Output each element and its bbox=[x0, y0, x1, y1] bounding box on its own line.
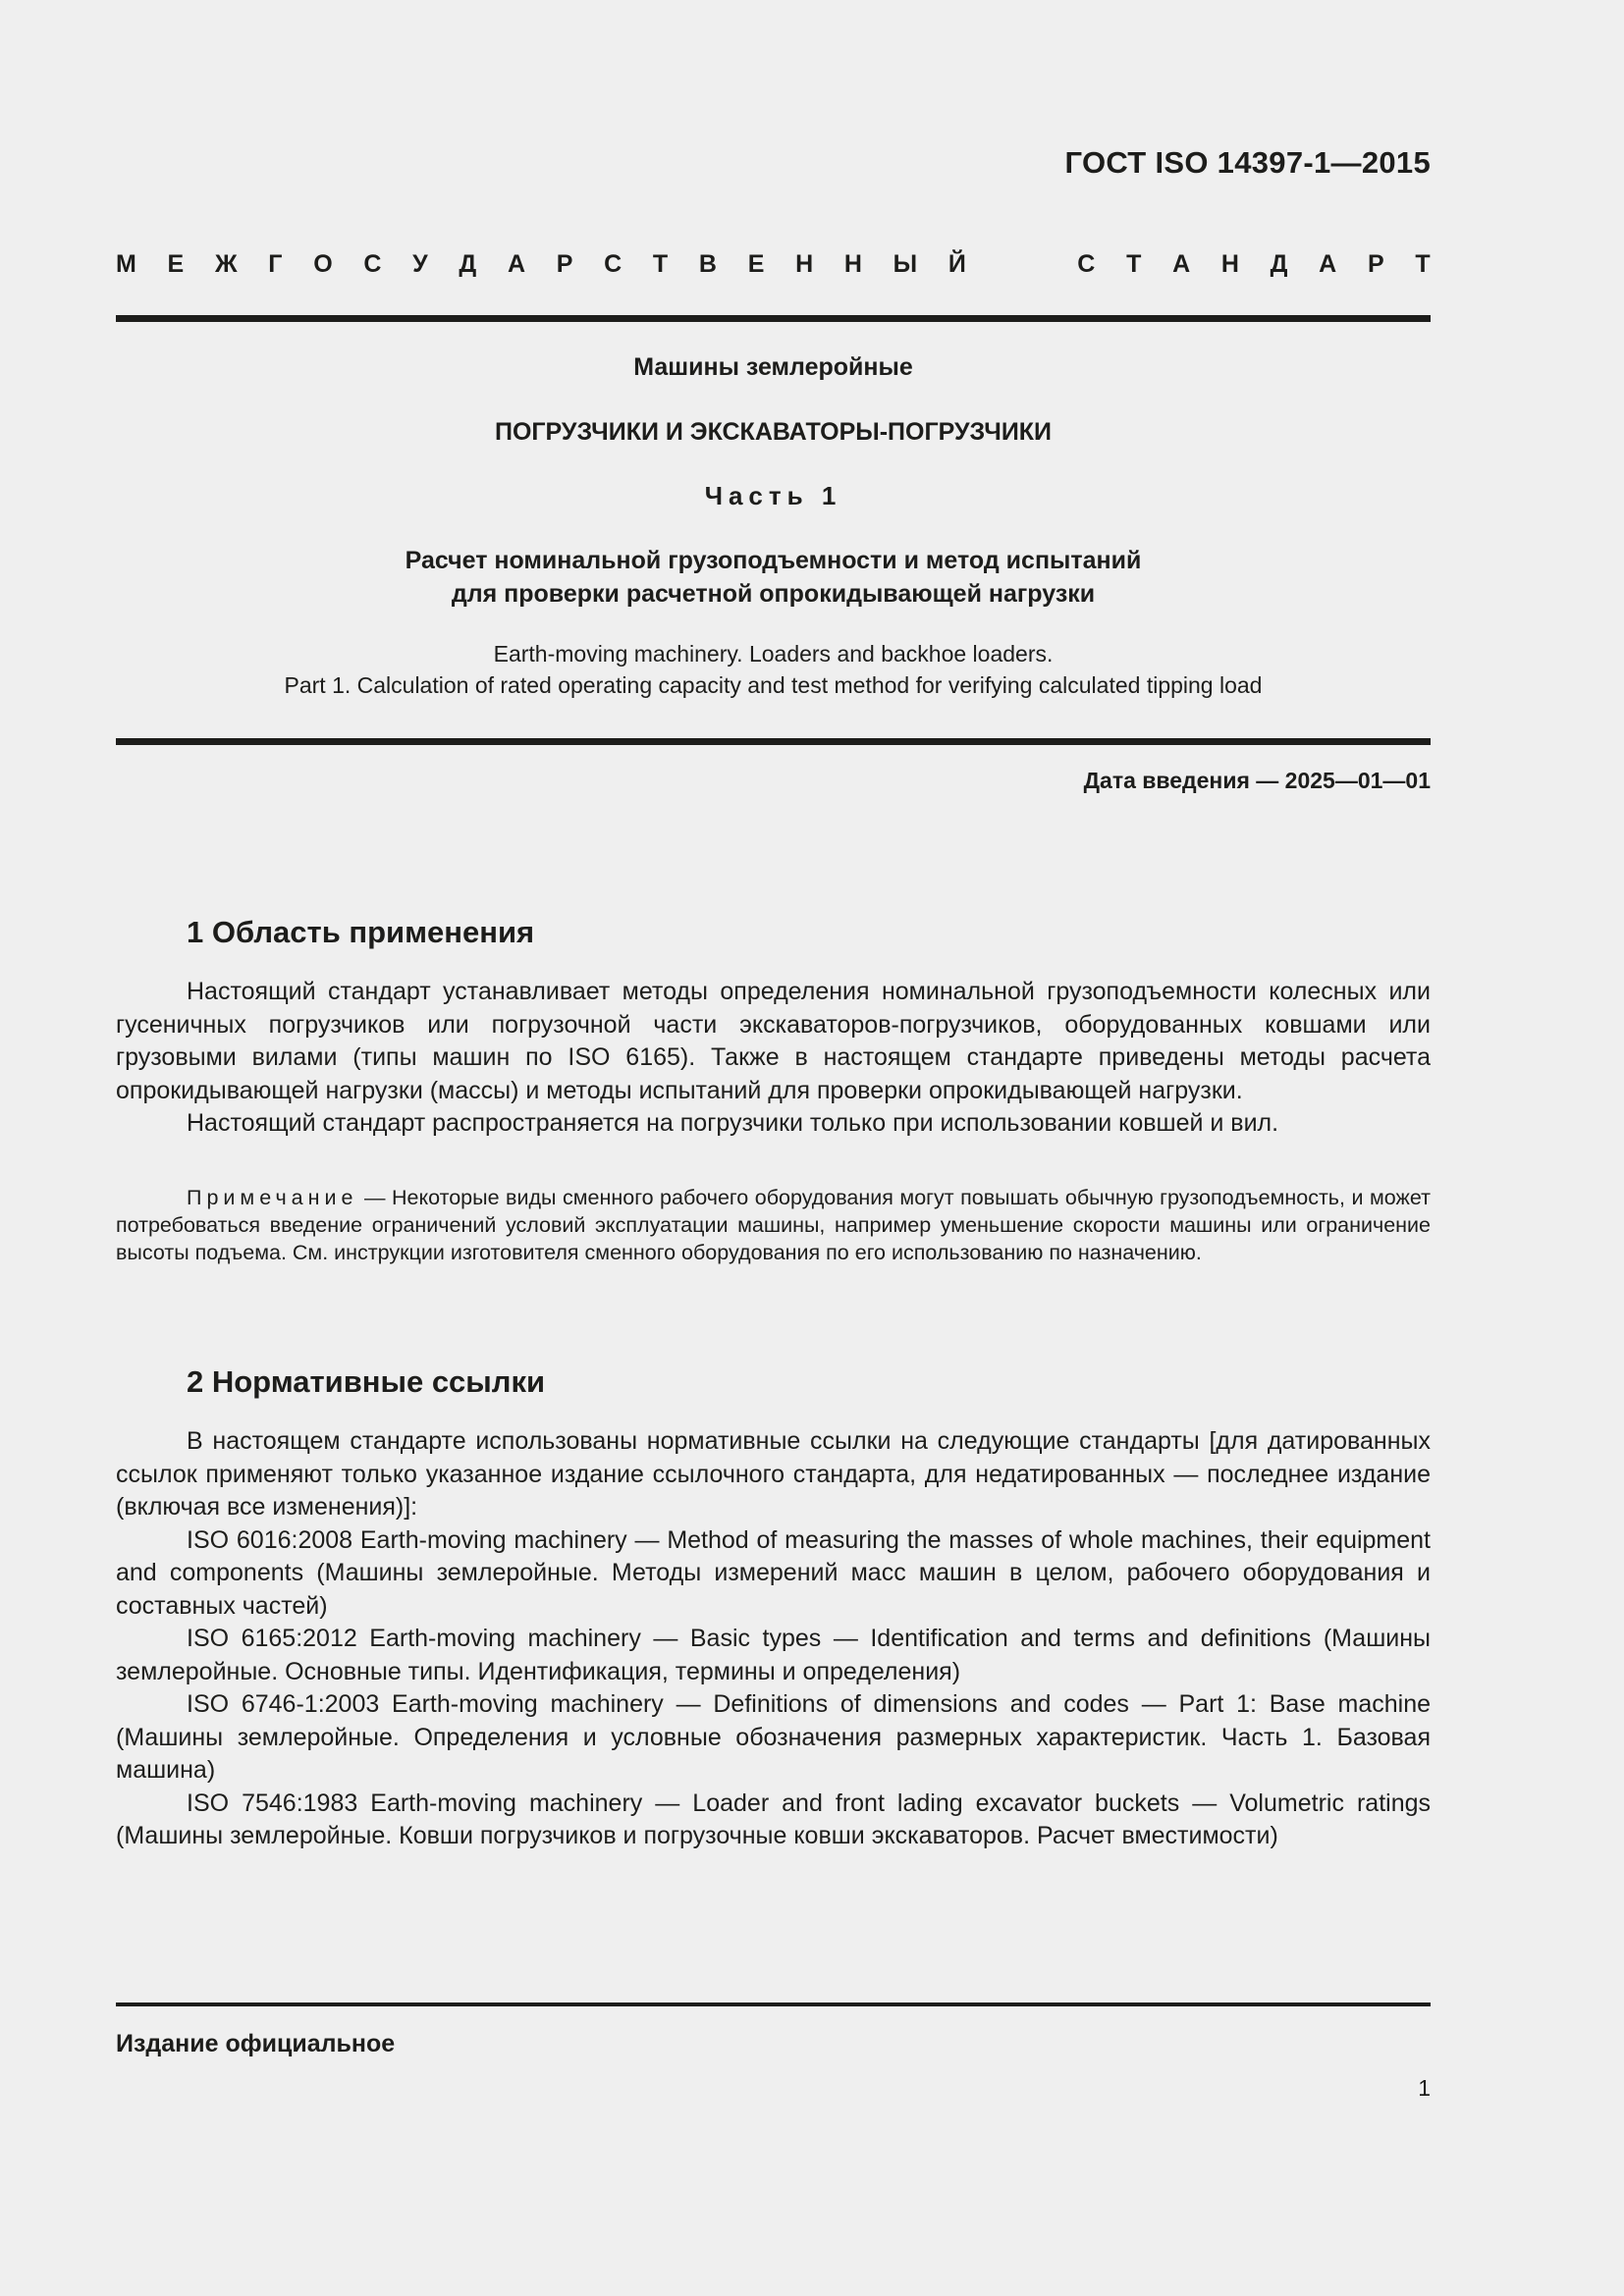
document-title-sub: ПОГРУЗЧИКИ И ЭКСКАВАТОРЫ-ПОГРУЗЧИКИ bbox=[494, 418, 1053, 446]
heading-letter: В bbox=[698, 250, 717, 278]
heading-letter: Ж bbox=[214, 250, 238, 278]
title-divider bbox=[116, 738, 1431, 745]
heading-letter: М bbox=[116, 250, 136, 278]
section-2-title: 2 Нормативные ссылки bbox=[187, 1364, 546, 1399]
introduction-date: Дата введения — 2025—01—01 bbox=[1083, 768, 1431, 793]
heading-letter: Р bbox=[1367, 250, 1384, 278]
document-title-full bbox=[116, 544, 1431, 611]
heading-letter: С bbox=[1077, 250, 1096, 278]
reference-item: ISO 6016:2008 Earth-moving machinery — Method of measuring the masses of whole machines, their equipment and components (Машины землеройные. Методы измерений масс машин в целом, рабочего оборудования и составных частей) bbox=[116, 1525, 1431, 1620]
note-paragraph bbox=[116, 1184, 1431, 1266]
title-line: Расчет номинальной грузоподъемности и метод испытаний bbox=[405, 547, 1142, 574]
title-line: для проверки расчетной опрокидывающей нагрузки bbox=[451, 580, 1096, 608]
standard-code: ГОСТ ISO 14397-1—2015 bbox=[1064, 145, 1431, 180]
reference-item: ISO 6165:2012 Earth-moving machinery — Basic types — Identification and terms and definitions (Машины землеройные. Основные типы. Идентификация, термины и определения) bbox=[116, 1625, 1431, 1685]
note-label: Примечание bbox=[187, 1186, 358, 1209]
section-2-body bbox=[116, 1425, 1431, 1853]
document-title-main: Машины землеройные bbox=[633, 353, 913, 381]
heading-letter: Т bbox=[652, 250, 669, 278]
section-1-note bbox=[116, 1184, 1431, 1266]
heading-letter: Р bbox=[556, 250, 573, 278]
heading-letter: У bbox=[412, 250, 428, 278]
reference-item: ISO 6746-1:2003 Earth-moving machinery — Definitions of dimensions and codes — Part 1: Base machine (Машины землеройные. Определения и условные обозначения размерных характеристик. Часть 1. Базовая машина) bbox=[116, 1690, 1431, 1784]
word-gap bbox=[998, 250, 1047, 279]
heading-letter: С bbox=[604, 250, 623, 278]
section-1-body bbox=[116, 976, 1431, 1141]
heading-letter: С bbox=[363, 250, 382, 278]
heading-letter: О bbox=[313, 250, 333, 278]
page-number: 1 bbox=[1418, 2075, 1431, 2101]
interstate-standard-heading bbox=[116, 250, 1431, 279]
footer-divider bbox=[116, 2002, 1431, 2006]
note-text: — Некоторые виды сменного рабочего оборудования могут повышать обычную грузоподъемность, и может потребоваться введение ограничений условий эксплуатации машины, например уменьшение скорости машины или ограничение высоты подъема. См. инструкции изготовителя сменного оборудования по его использованию по назначению. bbox=[116, 1186, 1431, 1264]
heading-letter: Н bbox=[1220, 250, 1239, 278]
paragraph: В настоящем стандарте использованы нормативные ссылки на следующие стандарты [для датированных ссылок применяют только указанное издание ссылочного стандарта, для недатированных — последнее издание (включая все изменения)]: bbox=[116, 1427, 1431, 1521]
document-part: Часть 1 bbox=[704, 481, 842, 510]
heading-letter: Е bbox=[747, 250, 765, 278]
heading-letter: Д bbox=[459, 250, 477, 278]
heading-letter: Е bbox=[167, 250, 185, 278]
heading-letter: Д bbox=[1270, 250, 1288, 278]
english-title bbox=[116, 638, 1431, 701]
heading-letter: А bbox=[1172, 250, 1191, 278]
top-divider bbox=[116, 315, 1431, 322]
heading-letter: Т bbox=[1415, 250, 1431, 278]
english-title-line: Earth-moving machinery. Loaders and backhoe loaders. bbox=[493, 641, 1054, 667]
paragraph: Настоящий стандарт распространяется на погрузчики только при использовании ковшей и вил. bbox=[187, 1109, 1279, 1137]
heading-letter: Н bbox=[795, 250, 814, 278]
english-title-line: Part 1. Calculation of rated operating capacity and test method for verifying calculated tipping load bbox=[284, 672, 1263, 698]
heading-letter: А bbox=[1319, 250, 1337, 278]
heading-letter: А bbox=[507, 250, 526, 278]
section-1-title: 1 Область применения bbox=[187, 915, 535, 949]
heading-letter: Ы bbox=[893, 250, 918, 278]
paragraph: Настоящий стандарт устанавливает методы определения номинальной грузоподъемности колесных или гусеничных погрузчиков или погрузочной части экскаваторов-погрузчиков, оборудованных ковшами или грузовыми вилами (типы машин по ISO 6165). Также в настоящем стандарте приведены методы расчета опрокидывающей нагрузки (массы) и методы испытаний для проверки опрокидывающей нагрузки. bbox=[116, 978, 1431, 1104]
official-edition-label: Издание официальное bbox=[116, 2030, 396, 2057]
reference-item: ISO 7546:1983 Earth-moving machinery — Loader and front lading excavator buckets — Volumetric ratings (Машины землеройные. Ковши погрузчиков и погрузочные ковши экскаваторов. Расчет вместимости) bbox=[116, 1789, 1431, 1849]
heading-letter: Г bbox=[268, 250, 283, 278]
heading-letter: Й bbox=[947, 250, 966, 278]
heading-letter: Н bbox=[843, 250, 862, 278]
heading-letter: Т bbox=[1126, 250, 1142, 278]
